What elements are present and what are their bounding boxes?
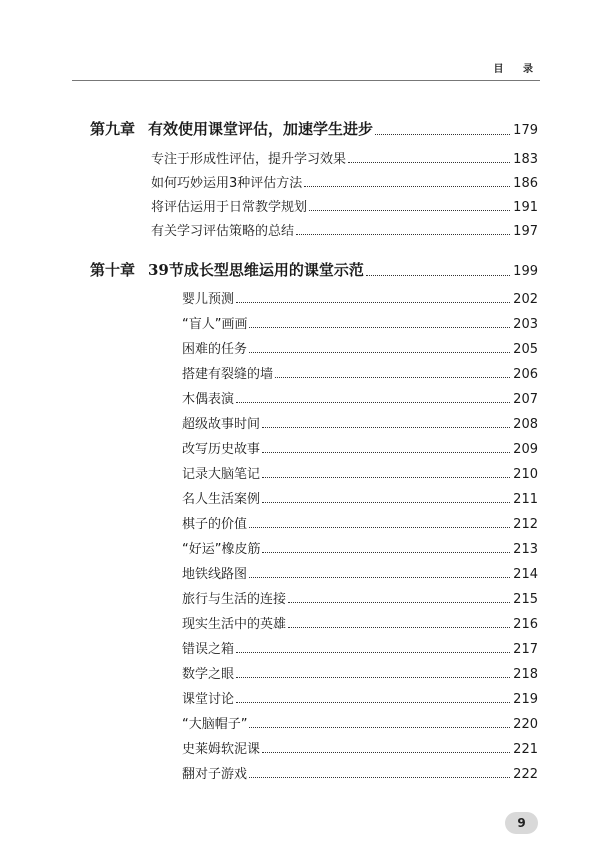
page-number: 191 (513, 200, 538, 215)
toc-section[interactable] (151, 196, 538, 215)
dot-leader (275, 377, 510, 378)
page-number: 206 (513, 367, 538, 382)
dot-leader (249, 577, 510, 578)
page-number: 221 (513, 742, 538, 757)
section-title: 棋子的价值 (182, 517, 248, 532)
dot-leader (236, 302, 510, 303)
page-number: 219 (513, 692, 538, 707)
dot-leader (366, 275, 510, 276)
dot-leader (262, 502, 510, 503)
section-title: 超级故事时间 (182, 417, 261, 432)
dot-leader (375, 134, 510, 135)
page-number: 199 (513, 264, 538, 279)
dot-leader (249, 352, 510, 353)
toc-section[interactable] (182, 563, 538, 582)
toc-section[interactable] (182, 713, 538, 732)
page-number: 197 (513, 224, 538, 239)
section-title: 搭建有裂缝的墙 (182, 367, 274, 382)
dot-leader (288, 627, 510, 628)
dot-leader (262, 477, 510, 478)
page-number: 209 (513, 442, 538, 457)
dot-leader (236, 702, 510, 703)
toc-section[interactable] (151, 148, 538, 167)
page-number: 218 (513, 667, 538, 682)
dot-leader (249, 777, 510, 778)
dot-leader (288, 602, 510, 603)
toc-chapter-10[interactable] (90, 259, 538, 280)
dot-leader (296, 234, 510, 235)
toc-section[interactable] (182, 363, 538, 382)
toc-section[interactable] (182, 688, 538, 707)
dot-leader (309, 210, 510, 211)
section-title: 名人生活案例 (182, 492, 261, 507)
chapter-title: 39节成长型思维运用的课堂示范 (148, 261, 364, 279)
section-title: 课堂讨论 (182, 692, 235, 707)
dot-leader (348, 162, 510, 163)
chapter-number: 第九章 (90, 120, 136, 138)
toc-section[interactable] (182, 338, 538, 357)
dot-leader (262, 427, 510, 428)
dot-leader (236, 677, 510, 678)
page-number: 208 (513, 417, 538, 432)
section-title: 困难的任务 (182, 342, 248, 357)
chapter-title: 有效使用课堂评估，加速学生进步 (148, 120, 374, 138)
dot-leader (236, 402, 510, 403)
section-title: 改写历史故事 (182, 442, 261, 457)
dot-leader (249, 727, 510, 728)
page-number: 222 (513, 767, 538, 782)
dot-leader (304, 186, 510, 187)
toc-section[interactable] (182, 763, 538, 782)
section-title: 婴儿预测 (182, 292, 235, 307)
toc-section[interactable] (182, 613, 538, 632)
toc-section[interactable] (182, 463, 538, 482)
page-number: 214 (513, 567, 538, 582)
dot-leader (249, 327, 510, 328)
section-title: 如何巧妙运用3种评估方法 (151, 176, 303, 191)
toc-section[interactable] (182, 538, 538, 557)
toc-section[interactable] (182, 488, 538, 507)
section-title: 记录大脑笔记 (182, 467, 261, 482)
toc-section[interactable] (182, 738, 538, 757)
page-number: 217 (513, 642, 538, 657)
section-title: 专注于形成性评估，提升学习效果 (151, 152, 347, 167)
page-number: 179 (513, 123, 538, 138)
toc-chapter-9[interactable] (90, 118, 538, 139)
page-number: 211 (513, 492, 538, 507)
page-number-badge: 9 (505, 812, 538, 834)
page-number: 212 (513, 517, 538, 532)
toc-section[interactable] (182, 638, 538, 657)
page-number: 202 (513, 292, 538, 307)
page-number: 183 (513, 152, 538, 167)
page-number: 216 (513, 617, 538, 632)
page-number: 213 (513, 542, 538, 557)
section-title: “盲人”画画 (182, 317, 248, 332)
dot-leader (262, 552, 510, 553)
toc-section[interactable] (182, 438, 538, 457)
section-title: 有关学习评估策略的总结 (151, 224, 295, 239)
toc-section[interactable] (182, 388, 538, 407)
section-title: 错误之箱 (182, 642, 235, 657)
toc-section[interactable] (182, 588, 538, 607)
page-number: 207 (513, 392, 538, 407)
page-number: 186 (513, 176, 538, 191)
dot-leader (249, 527, 510, 528)
section-title: 数学之眼 (182, 667, 235, 682)
toc-section[interactable] (151, 172, 538, 191)
toc-section[interactable] (151, 220, 538, 239)
section-title: 木偶表演 (182, 392, 235, 407)
toc-section[interactable] (182, 413, 538, 432)
header-divider (72, 80, 540, 81)
toc-section[interactable] (182, 513, 538, 532)
chapter-number: 第十章 (90, 261, 136, 279)
section-title: 现实生活中的英雄 (182, 617, 287, 632)
page-number: 205 (513, 342, 538, 357)
page-number: 220 (513, 717, 538, 732)
page-number: 210 (513, 467, 538, 482)
dot-leader (236, 652, 510, 653)
page-number: 215 (513, 592, 538, 607)
running-header: 目 录 (493, 64, 541, 75)
page-number: 203 (513, 317, 538, 332)
section-title: “大脑帽子” (182, 717, 248, 732)
section-title: 史莱姆软泥课 (182, 742, 261, 757)
section-title: 将评估运用于日常教学规划 (151, 200, 308, 215)
dot-leader (262, 452, 510, 453)
section-title: 旅行与生活的连接 (182, 592, 287, 607)
dot-leader (262, 752, 510, 753)
toc-section[interactable] (182, 663, 538, 682)
toc-section[interactable] (182, 313, 538, 332)
section-title: 地铁线路图 (182, 567, 248, 582)
section-title: 翻对子游戏 (182, 767, 248, 782)
section-title: “好运”橡皮筋 (182, 542, 261, 557)
toc-section[interactable] (182, 288, 538, 307)
